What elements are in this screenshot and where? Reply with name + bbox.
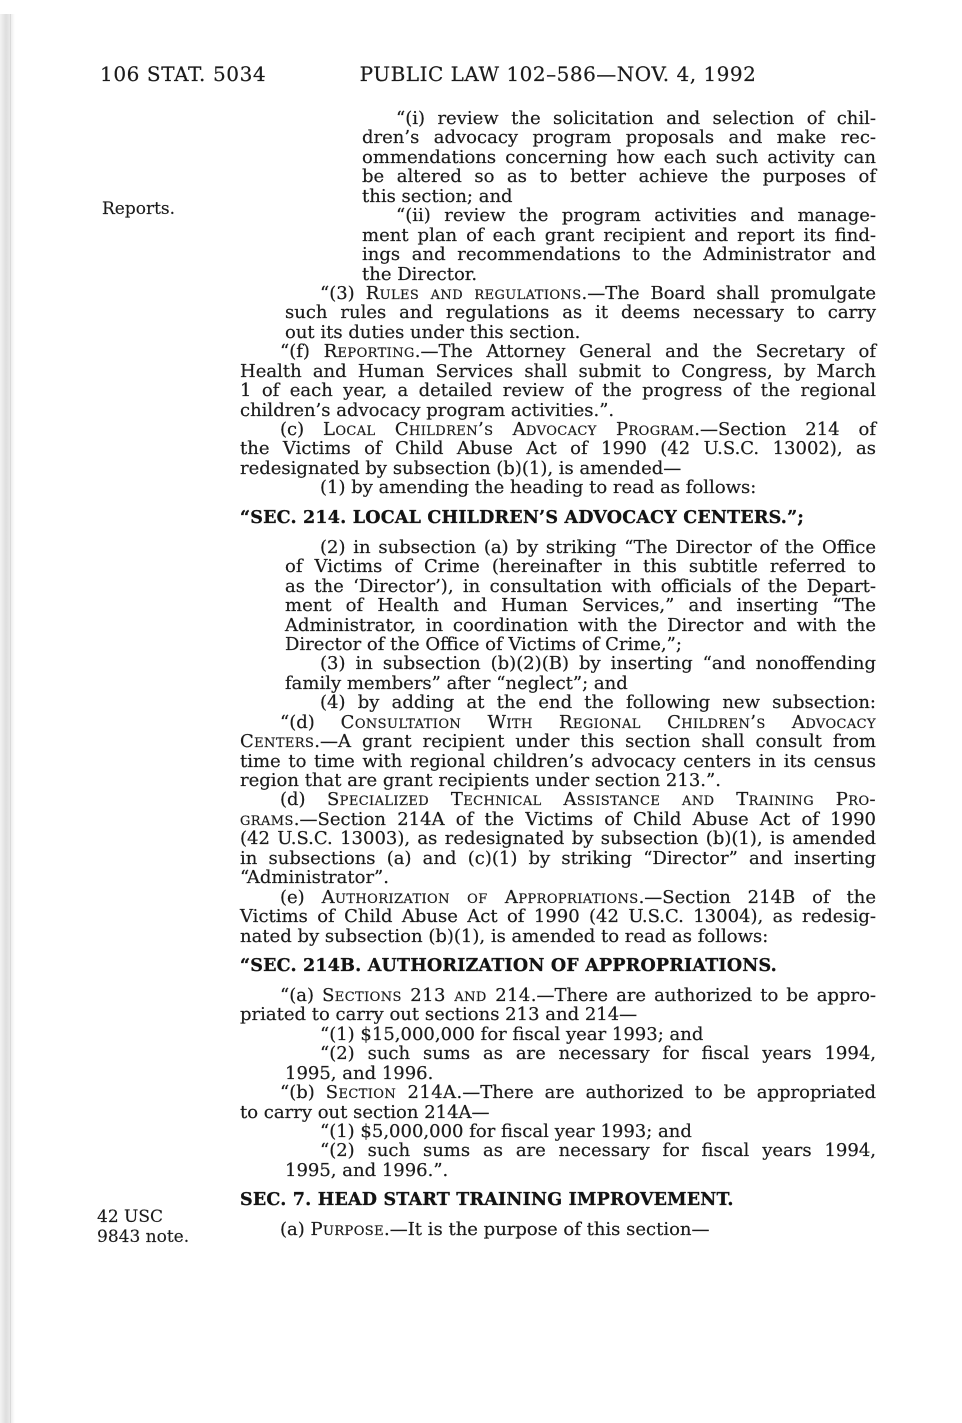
statute-paragraph (240, 342, 876, 420)
text-segment: Director of the Office of Victims of Crime,”; (285, 633, 682, 655)
text-line (362, 206, 876, 225)
text-line (240, 732, 876, 751)
text-segment: to carry out section 214A— (240, 1101, 490, 1123)
margin-note-reports: Reports. (102, 199, 176, 219)
text-segment: time to time with regional children’s advocacy centers in its census (240, 750, 876, 772)
text-line (240, 713, 876, 732)
text-segment: .—There are authorized to be appropriated (456, 1082, 876, 1104)
section-heading: SEC. 7. HEAD START TRAINING IMPROVEMENT. (240, 1190, 734, 1211)
text-segment: (1) by amending the heading to read as follows: (320, 477, 757, 499)
text-line (285, 478, 876, 497)
statute-paragraph (240, 1220, 876, 1239)
text-line (240, 439, 876, 458)
statute-paragraph (240, 693, 876, 712)
text-line (362, 128, 876, 147)
text-segment: children’s advocacy program activities.”. (240, 399, 615, 421)
text-line (285, 577, 876, 596)
text-segment: priated to carry out sections 213 and 214— (240, 1004, 638, 1026)
statute-body (240, 109, 876, 1240)
text-segment: “(1) $5,000,000 for fiscal year 1993; and (320, 1121, 692, 1142)
text-segment: Health and Human Services shall submit to Congress, by March (240, 360, 876, 382)
text-line (240, 1103, 876, 1122)
text-line (240, 752, 876, 771)
text-line (240, 810, 876, 829)
text-segment: region that are grant recipients under section 213.”. (240, 770, 721, 791)
text-segment: Victims of Child Abuse Act of 1990 (42 U.S.C. 13004), as redesig- (240, 906, 876, 928)
text-line (285, 323, 876, 342)
text-line (285, 635, 876, 654)
small-caps-text: Centers (240, 731, 315, 753)
text-segment: .—The Attorney General and the Secretary of (414, 341, 876, 363)
text-segment: ommendations concerning how each such activity can (362, 146, 876, 168)
small-caps-text: Authorization of Appropriations (321, 886, 639, 908)
text-segment: 1 of each year, a detailed review of the progress of the regional (240, 380, 876, 402)
text-line (362, 187, 876, 206)
text-segment: such rules and regulations as it deems necessary to carry (285, 302, 876, 324)
text-line (240, 362, 876, 381)
statute-paragraph (240, 538, 876, 655)
text-segment: .—The Board shall promulgate (581, 282, 876, 304)
text-line (362, 167, 876, 186)
text-segment: as the ‘Director’), in consultation with officials of the Depart- (285, 575, 876, 597)
text-line (240, 1083, 876, 1102)
text-line (285, 693, 876, 712)
text-segment: family members” after “neglect”; and (285, 672, 628, 694)
text-segment: in subsections (a) and (c)(1) by striking “Director” and inserting (240, 847, 876, 869)
text-line (285, 557, 876, 576)
text-line (362, 109, 876, 128)
statute-paragraph (240, 888, 876, 946)
text-segment: “(a) (280, 984, 323, 1006)
text-segment: the Victims of Child Abuse Act of 1990 (42 U.S.C. 13002), as (240, 438, 876, 460)
text-segment: out its duties under this section. (285, 321, 581, 343)
text-segment: the Director. (362, 263, 478, 285)
small-caps-text: Rules and regulations (365, 282, 582, 304)
text-line (240, 986, 876, 1005)
small-caps-text: Section 214A (325, 1082, 457, 1104)
text-segment: 1995, and 1996.”. (285, 1159, 449, 1181)
text-segment: “(3) (320, 282, 366, 304)
text-segment: “(2) such sums as are necessary for fiscal years 1994, (320, 1043, 876, 1065)
text-line (285, 284, 876, 303)
text-line (285, 1064, 876, 1083)
text-segment: (d) (280, 789, 327, 811)
statute-paragraph (240, 109, 876, 206)
text-line (240, 771, 876, 790)
text-segment: .—There are authorized to be appro- (530, 984, 876, 1006)
text-line (240, 849, 876, 868)
text-segment: “(2) such sums as are necessary for fiscal years 1994, (320, 1140, 876, 1162)
text-line (240, 1005, 876, 1024)
text-line (285, 1025, 876, 1044)
text-segment: “Administrator”. (240, 867, 389, 889)
text-segment: ment of Health and Human Services,” and inserting “The (285, 595, 876, 617)
text-segment: of Victims of Crime (hereinafter in this subtitle referred to (285, 556, 876, 578)
statute-paragraph (240, 1025, 876, 1044)
text-line (240, 342, 876, 361)
text-line (240, 1220, 876, 1239)
text-line (362, 245, 876, 264)
text-segment: .—It is the purpose of this section— (383, 1219, 710, 1241)
small-caps-text: Reporting (323, 341, 415, 363)
text-line (240, 401, 876, 420)
text-segment: be altered so as to better achieve the purposes of (362, 166, 876, 188)
statute-paragraph (240, 1122, 876, 1141)
statute-paragraph (240, 790, 876, 887)
text-line (285, 616, 876, 635)
text-line (285, 596, 876, 615)
text-segment: dren’s advocacy program proposals and make rec- (362, 127, 876, 149)
text-segment: “(f) (280, 341, 324, 363)
text-segment: (3) in subsection (b)(2)(B) by inserting “and nonoffending (320, 653, 876, 675)
small-caps-text: Specialized Technical Assistance and Training Pro- (326, 789, 876, 811)
text-segment: 1995, and 1996. (285, 1062, 434, 1084)
text-line (240, 459, 876, 478)
text-line (285, 654, 876, 673)
text-line (285, 303, 876, 322)
text-segment: (2) in subsection (a) by striking “The Director of the Office (320, 536, 876, 558)
text-line (362, 265, 876, 284)
text-line (362, 148, 876, 167)
text-segment: .—Section 214B of the (638, 886, 877, 908)
statute-paragraph (240, 284, 876, 342)
text-line (240, 888, 876, 907)
statute-paragraph (240, 713, 876, 791)
public-law-header: PUBLIC LAW 102–586—NOV. 4, 1992 (359, 62, 757, 86)
text-segment: redesignated by subsection (b)(1), is amended— (240, 457, 682, 479)
text-segment: (c) (280, 419, 323, 440)
text-line (240, 790, 876, 809)
statute-paragraph (240, 478, 876, 497)
text-segment: .—A grant recipient under this section shall consult from (314, 731, 876, 753)
text-line (240, 868, 876, 887)
text-line (285, 674, 876, 693)
text-line (285, 1122, 876, 1141)
text-segment: “(1) $15,000,000 for fiscal year 1993; and (320, 1023, 704, 1045)
text-segment: this section; and (362, 185, 513, 207)
small-caps-text: Local Children’s Advocacy Program (322, 419, 695, 440)
section-heading: “SEC. 214. LOCAL CHILDREN’S ADVOCACY CENTERS.”; (240, 507, 805, 528)
text-segment: “(ii) review the program activities and manage- (396, 205, 876, 227)
statute-paragraph (240, 1141, 876, 1180)
text-segment: (e) (280, 886, 322, 908)
text-segment: “(i) review the solicitation and selection of chil- (396, 108, 876, 129)
section-heading: “SEC. 214B. AUTHORIZATION OF APPROPRIATIONS. (240, 955, 777, 976)
small-caps-text: grams (240, 808, 294, 830)
small-caps-text: Consultation With Regional Children’s Advocacy (340, 711, 876, 733)
text-segment: (42 U.S.C. 13003), as redesignated by subsection (b)(1), is amended (240, 828, 876, 850)
text-segment: (4) by adding at the end the following new subsection: (320, 692, 876, 714)
text-segment: ings and recommendations to the Administrator and (362, 244, 876, 266)
statute-paragraph (240, 206, 876, 284)
text-line (240, 420, 876, 439)
text-segment: nated by subsection (b)(1), is amended to read as follows: (240, 925, 769, 947)
text-segment: ment plan of each grant recipient and report its find- (362, 224, 876, 246)
text-line (240, 829, 876, 848)
text-segment: .—Section 214A of the Victims of Child Abuse Act of 1990 (293, 808, 876, 830)
text-segment: Administrator, in coordination with the Director and with the (285, 614, 876, 636)
text-line (240, 927, 876, 946)
text-line (285, 1044, 876, 1063)
scan-binding-edge-line (10, 14, 11, 1423)
text-segment: (a) (280, 1219, 311, 1241)
statute-paragraph (240, 420, 876, 478)
statute-paragraph (240, 986, 876, 1025)
small-caps-text: Purpose (310, 1219, 384, 1241)
text-segment: .—Section 214 of (694, 419, 876, 440)
margin-note-usc-citation: 42 USC 9843 note. (97, 1207, 190, 1247)
statute-paragraph (240, 654, 876, 693)
statute-paragraph (240, 1044, 876, 1083)
text-segment: “(b) (280, 1082, 326, 1104)
text-segment: “(d) (280, 711, 341, 733)
text-line (285, 1161, 876, 1180)
text-line (285, 1141, 876, 1160)
small-caps-text: Sections 213 and 214 (322, 984, 531, 1006)
statute-paragraph (240, 1083, 876, 1122)
text-line (362, 226, 876, 245)
text-line (285, 538, 876, 557)
text-line (240, 907, 876, 926)
text-line (240, 381, 876, 400)
scan-binding-edge (0, 14, 15, 1423)
stat-page-number: 106 STAT. 5034 (100, 62, 267, 86)
